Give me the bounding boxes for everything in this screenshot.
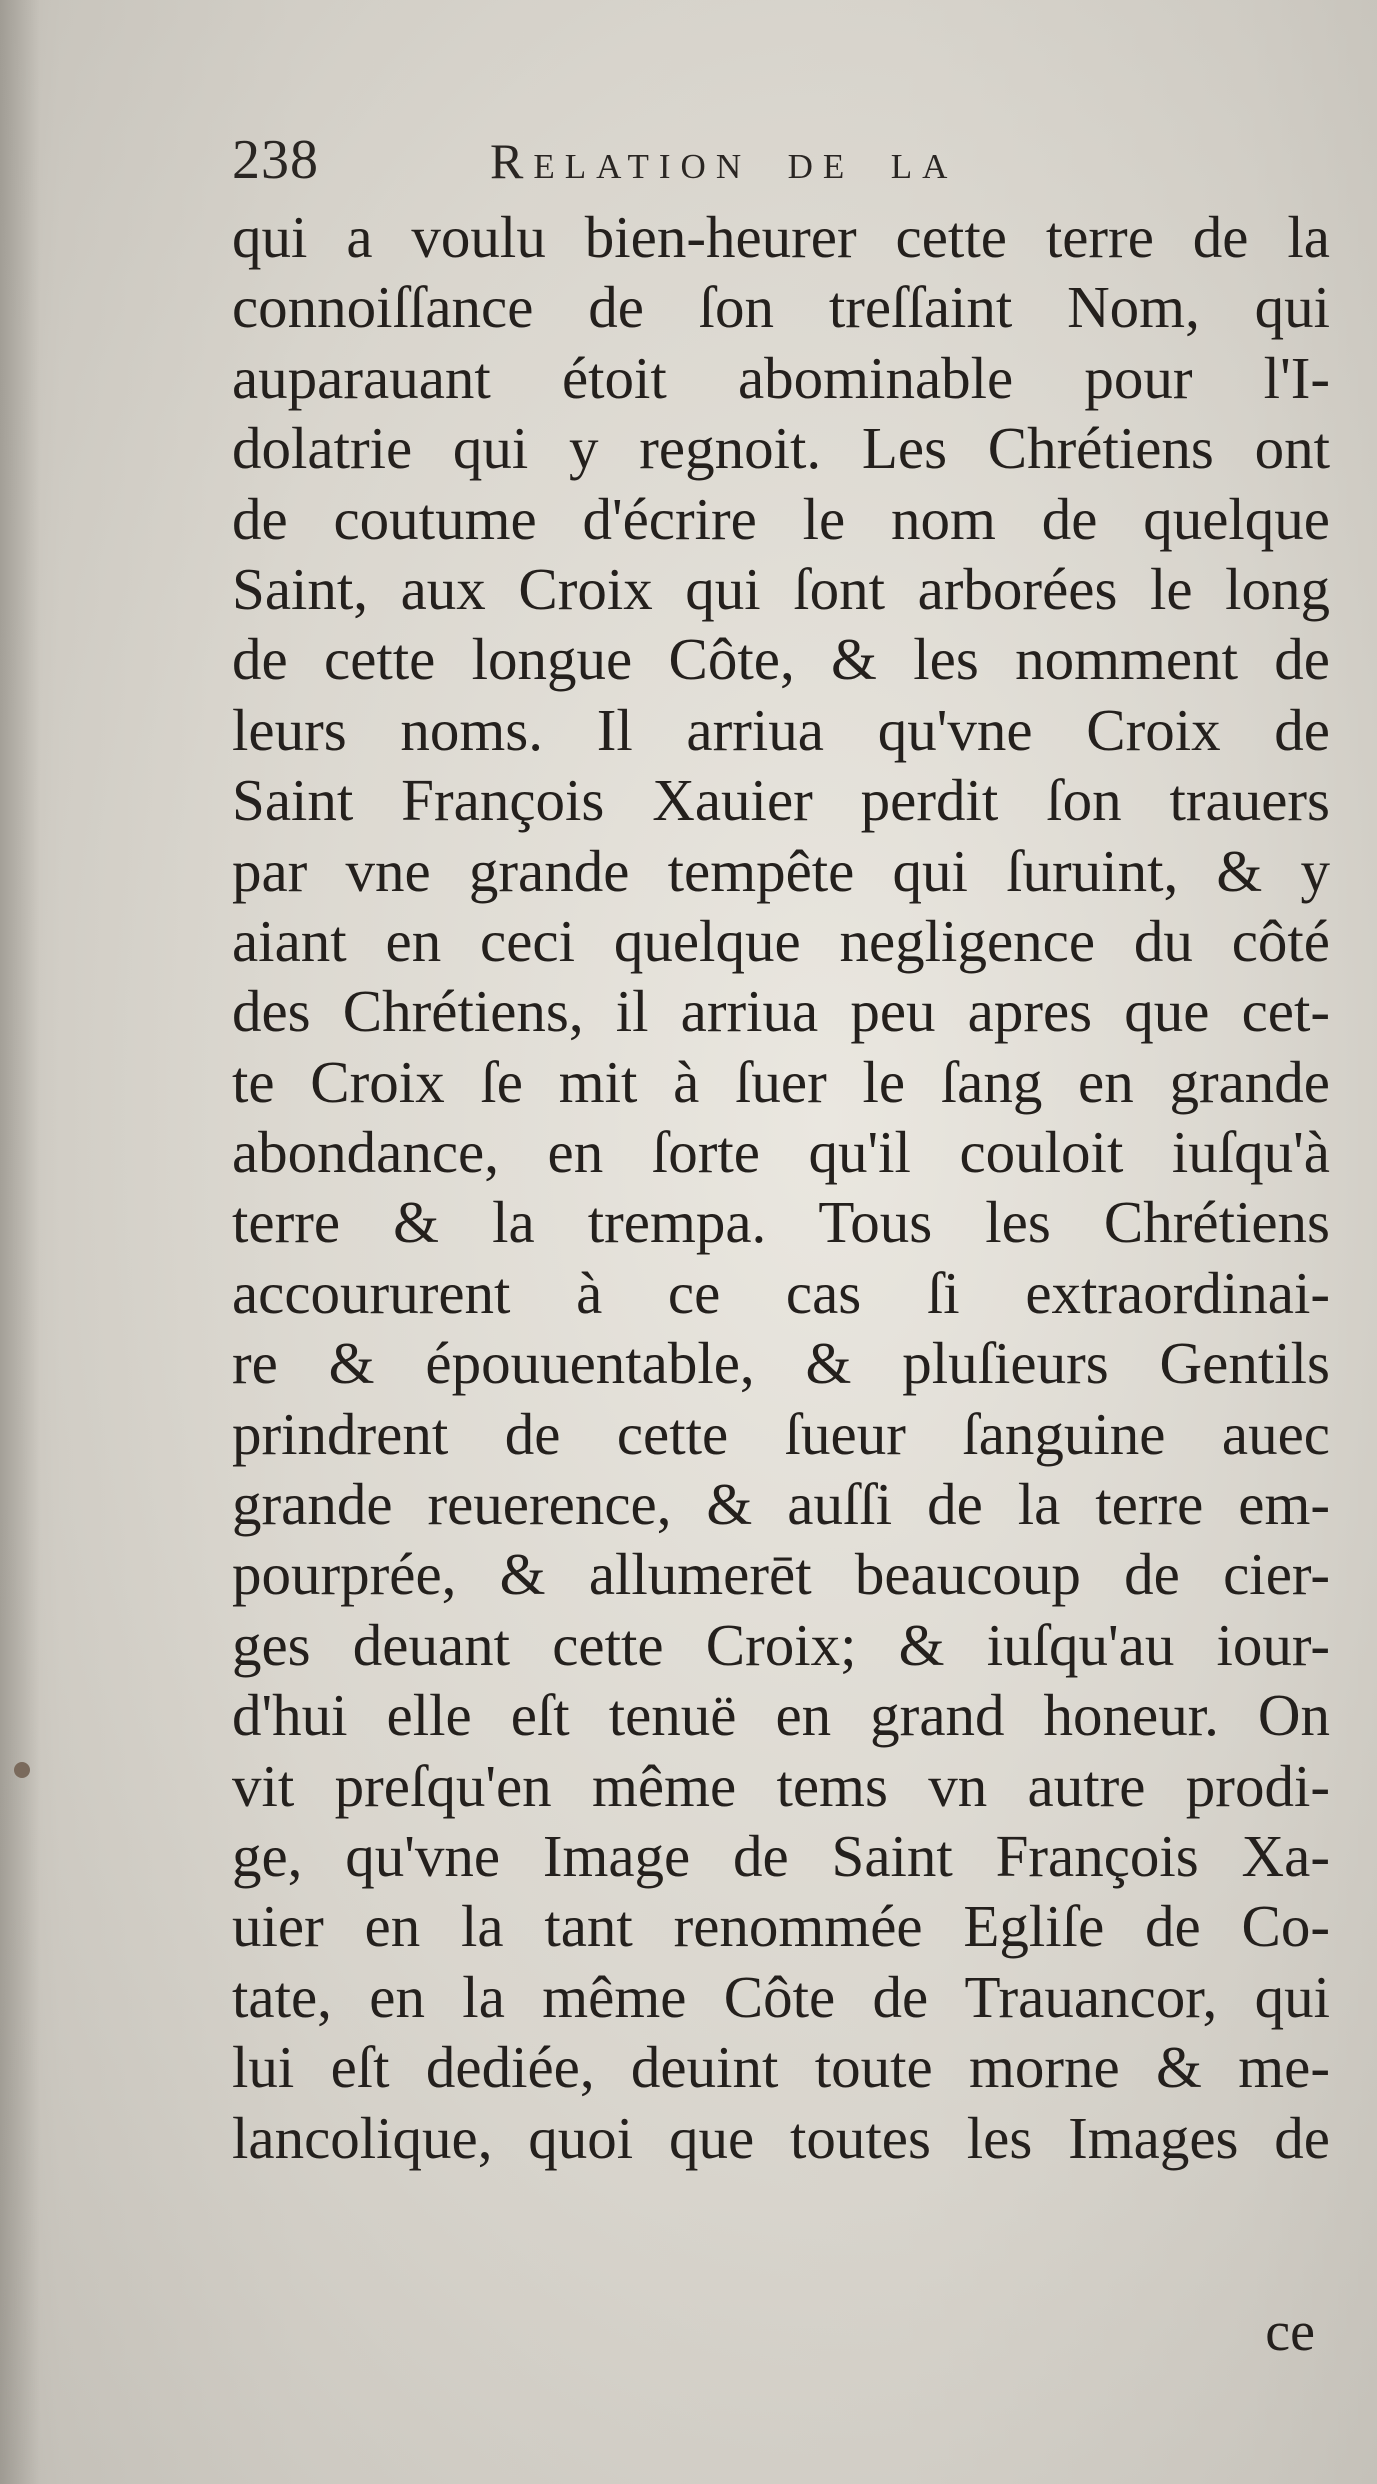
text-line: pourprée, & allumerēt beaucoup de cier-	[232, 1541, 1330, 1608]
text-line: lancolique, quoi que toutes les Images de	[232, 2104, 1330, 2171]
text-line: leurs noms. Il arriua qu'vne Croix de	[232, 696, 1330, 763]
text-line: par vne grande tempête qui ſuruint, & y	[232, 837, 1330, 904]
text-line: re & épouuentable, & pluſieurs Gentils	[232, 1330, 1330, 1397]
running-title: Relation de la	[490, 133, 958, 189]
text-line: vit preſqu'en même tems vn autre prodi-	[232, 1752, 1330, 1819]
text-line: grande reuerence, & auſſi de la terre em-	[232, 1471, 1330, 1538]
text-line: connoiſſance de ſon treſſaint Nom, qui	[232, 274, 1330, 341]
text-line: lui eſt dediée, deuint toute morne & me-	[232, 2034, 1330, 2101]
body-text	[232, 202, 1330, 2173]
text-line: qui a voulu bien-heurer cette terre de la	[232, 204, 1330, 270]
text-line: Saint, aux Croix qui ſont arborées le long	[232, 555, 1330, 622]
text-line: Saint François Xauier perdit ſon trauers	[232, 767, 1330, 834]
text-line: abondance, en ſorte qu'il couloit iuſqu'à	[232, 1119, 1330, 1186]
text-line: dolatrie qui y regnoit. Les Chrétiens ont	[232, 415, 1330, 482]
text-line: de coutume d'écrire le nom de quelque	[232, 485, 1330, 552]
text-line: d'hui elle eſt tenuë en grand honeur. On	[232, 1682, 1330, 1749]
page-header	[232, 128, 1232, 198]
text-line: des Chrétiens, il arriua peu apres que cet-	[232, 978, 1330, 1045]
text-line: uier en la tant renommée Egliſe de Co-	[232, 1893, 1330, 1960]
text-line: ge, qu'vne Image de Saint François Xa-	[232, 1822, 1330, 1889]
text-line: terre & la trempa. Tous les Chrétiens	[232, 1189, 1330, 1256]
catchword: ce	[1265, 2301, 1315, 2363]
gutter-shadow	[0, 0, 40, 2484]
page-number: 238	[232, 129, 319, 191]
text-line: ges deuant cette Croix; & iuſqu'au iour-	[232, 1611, 1330, 1678]
paper-speck	[14, 1762, 30, 1778]
text-line: prindrent de cette ſueur ſanguine auec	[232, 1400, 1330, 1467]
text-line: auparauant étoit abominable pour l'I-	[232, 344, 1330, 411]
text-line: accoururent à ce cas ſi extraordinai-	[232, 1259, 1330, 1326]
text-line: aiant en ceci quelque negligence du côté	[232, 907, 1330, 974]
text-line: de cette longue Côte, & les nomment de	[232, 626, 1330, 693]
text-line: tate, en la même Côte de Trauancor, qui	[232, 1963, 1330, 2030]
text-line: te Croix ſe mit à ſuer le ſang en grande	[232, 1048, 1330, 1115]
